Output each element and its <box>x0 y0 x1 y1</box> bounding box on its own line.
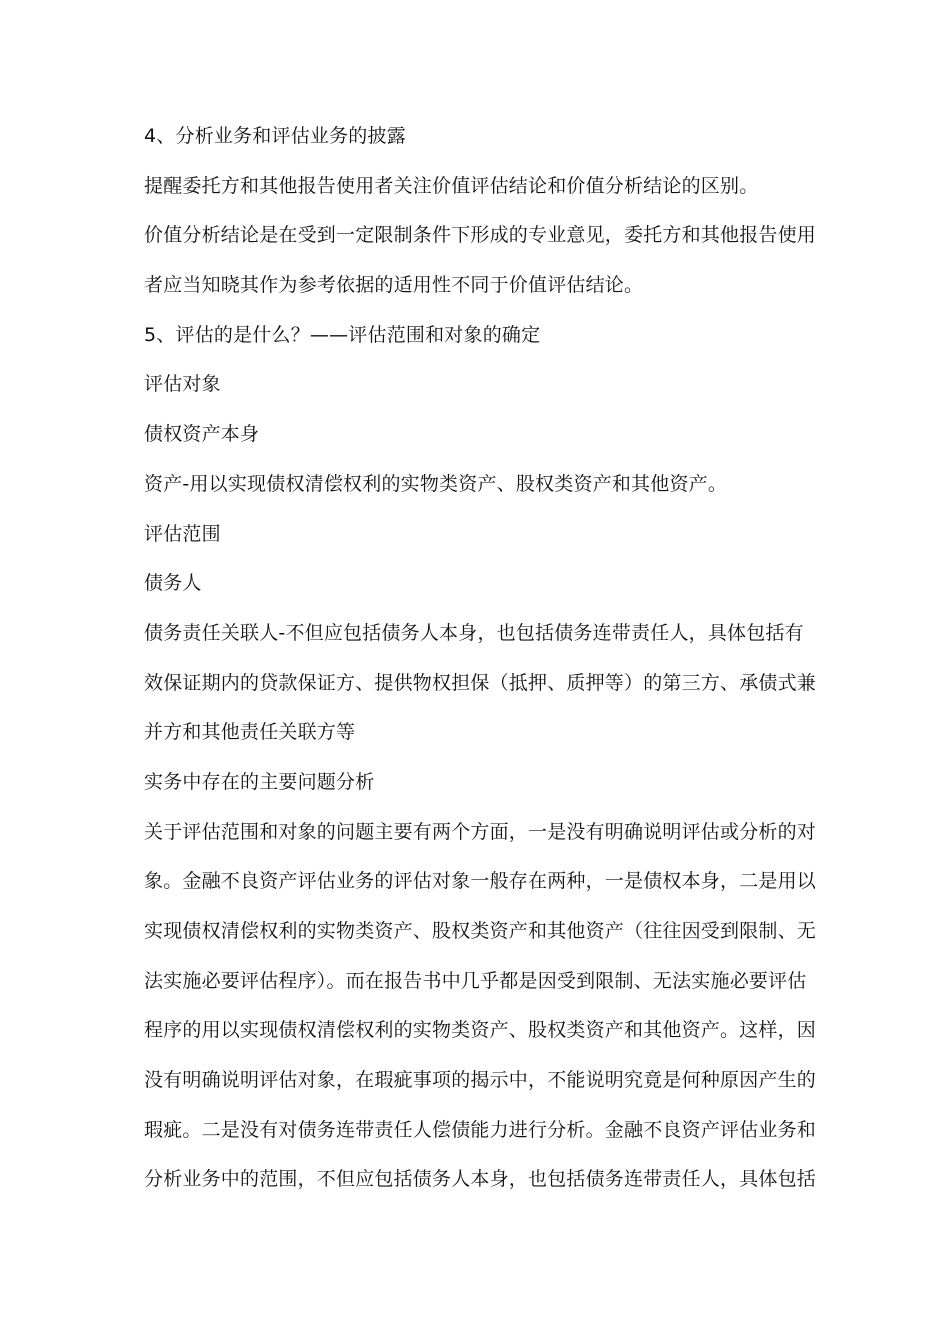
paragraph-line: 没有明确说明评估对象，在瑕疵事项的揭示中，不能说明究竟是何种原因产生的 <box>144 1069 817 1092</box>
section-heading-disclosure: 4、分析业务和评估业务的披露 <box>144 125 406 147</box>
paragraph-line: 债权资产本身 <box>144 423 260 446</box>
subheading-object: 评估对象 <box>144 373 221 396</box>
subheading-issues: 实务中存在的主要问题分析 <box>144 770 375 793</box>
paragraph-line: 程序的用以实现债权清偿权利的实物类资产、股权类资产和其他资产。这样，因 <box>144 1019 817 1042</box>
paragraph-line: 价值分析结论是在受到一定限制条件下形成的专业意见，委托方和其他报告使用 <box>144 224 817 247</box>
paragraph-line: 效保证期内的贷款保证方、提供物权担保（抵押、质押等）的第三方、承债式兼 <box>144 671 817 694</box>
paragraph-line: 债务责任关联人-不但应包括债务人本身，也包括债务连带责任人，具体包括有 <box>144 621 804 644</box>
paragraph-line: 象。金融不良资产评估业务的评估对象一般存在两种，一是债权本身，二是用以 <box>144 870 817 893</box>
paragraph-line: 关于评估范围和对象的问题主要有两个方面，一是没有明确说明评估或分析的对 <box>144 820 817 843</box>
paragraph-line: 瑕疵。二是没有对债务连带责任人偿债能力进行分析。金融不良资产评估业务和 <box>144 1118 817 1141</box>
document-body <box>144 112 817 1205</box>
paragraph-line: 法实施必要评估程序）。而在报告书中几乎都是因受到限制、无法实施必要评估 <box>144 969 807 992</box>
paragraph-line: 提醒委托方和其他报告使用者关注价值评估结论和价值分析结论的区别。 <box>144 174 759 197</box>
subheading-scope: 评估范围 <box>144 522 221 545</box>
section-heading-scope: 5、评估的是什么？——评估范围和对象的确定 <box>144 323 541 346</box>
paragraph-line: 者应当知晓其作为参考依据的适用性不同于价值评估结论。 <box>144 274 644 297</box>
paragraph-line: 资产-用以实现债权清偿权利的实物类资产、股权类资产和其他资产。 <box>144 472 728 495</box>
paragraph-line: 并方和其他责任关联方等 <box>144 721 356 744</box>
paragraph-line: 分析业务中的范围，不但应包括债务人本身，也包括债务连带责任人，具体包括 <box>144 1168 817 1191</box>
paragraph-line: 实现债权清偿权利的实物类资产、股权类资产和其他资产（往往因受到限制、无 <box>144 920 817 942</box>
paragraph-line: 债务人 <box>144 572 202 595</box>
